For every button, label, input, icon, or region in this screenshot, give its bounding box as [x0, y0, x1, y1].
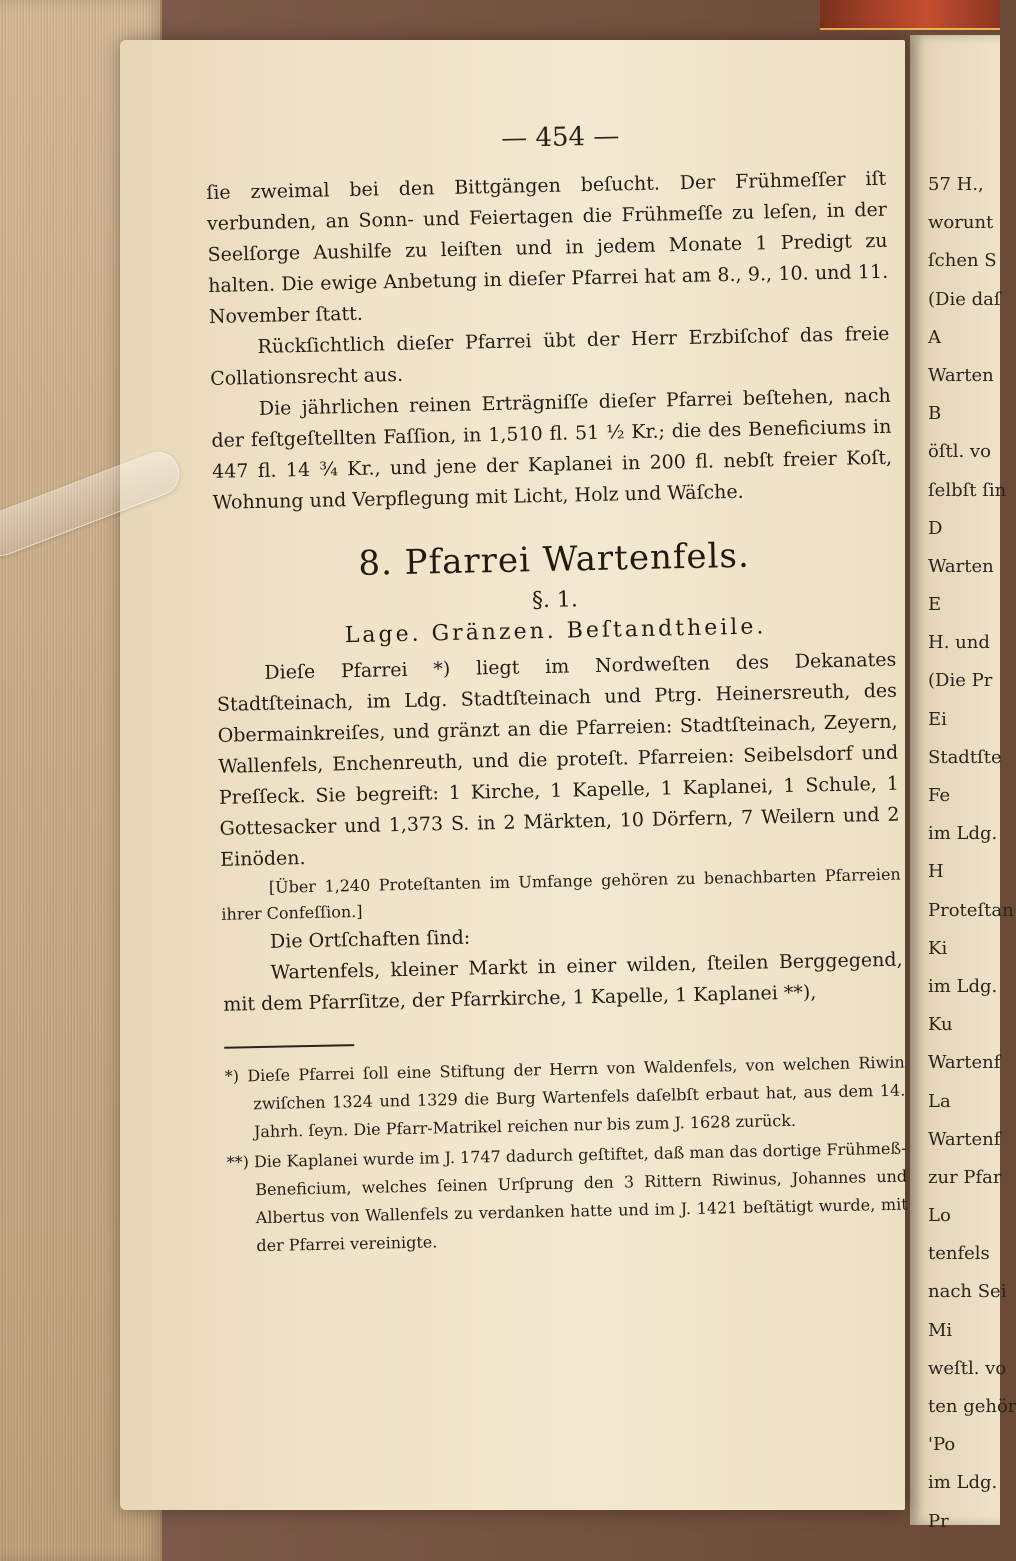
facing-page-line: im Ldg.: [928, 975, 998, 997]
page-number: — 454 —: [500, 121, 620, 154]
facing-page-line: ſelbſt ſin: [928, 479, 1007, 501]
facing-page-line: 57 H.,: [928, 174, 984, 195]
paragraph-3: Die jährlichen reinen Erträgniſſe dieſer Pfarrei beſtehen, nach der feſtgeſtellten Faſſion, in 1,510 fl. 51 ½ Kr.; die des Beneficiums in 447 fl. 14 ¾ Kr., und jene der Kaplanei in 200 fl. nebſt freier Koſt, Wohnung und Verpflegung mit Licht, Holz und Wäſche.: [211, 384, 893, 514]
footnote-divider: [224, 1044, 354, 1049]
ortschaften-intro: Die Ortſchaften ſind:: [269, 926, 471, 953]
footnote-1: *) Dieſe Pfarrei ſoll eine Stiftung der Herrn von Waldenfels, von welchen Riwin zwiſchen 1324 und 1329 die Burg Wartenfels daſelbſt erbaut hat, aus dem 14. Jahrh. ſeyn. Die Pfarr-Matrikel reichen nur bis zum J. 1628 zurück.: [224, 1052, 906, 1142]
facing-page-line: zur Pfar: [928, 1166, 1002, 1188]
facing-page-line: B: [928, 403, 942, 425]
ortschaften-text: Wartenfels, kleiner Markt in einer wilden, ſteilen Berggegend, mit dem Pfarrſitze, der Pfarrkirche, 1 Kapelle, 1 Kaplanei **),: [223, 948, 903, 1016]
facing-page-line: Wartenf: [928, 1128, 1001, 1150]
paragraph-1: ſie zweimal bei den Bittgängen beſucht. Der Frühmeſſer iſt verbunden, an Sonn- und Feiertagen die Frühmeſſe zu leſen, in der Seelſorge Aushilfe zu leiſten und in jedem Monate 1 Predigt zu halten. Die ewige Anbetung in dieſer Pfarrei hat am 8., 9., 10. und 11. November ſtatt.: [206, 167, 889, 328]
facing-page-line: Lo: [928, 1205, 951, 1227]
facing-page-line: (Die Pr: [928, 670, 993, 692]
facing-page-line: weſtl. vo: [928, 1357, 1007, 1379]
facing-page-line: im Ldg.: [928, 1472, 998, 1494]
section-number: §. 1.: [531, 587, 579, 614]
facing-page-line: tenfels: [928, 1243, 990, 1265]
facing-page-line: ſchen S: [928, 250, 997, 272]
page-text: [205, 116, 909, 1263]
facing-page-line: 'Po: [928, 1434, 956, 1456]
paragraph-2: Rückſichtlich dieſer Pfarrei übt der Herr Erzbiſchof das freie Collationsrecht aus.: [209, 322, 890, 390]
facing-page-line: im Ldg.: [928, 823, 998, 845]
facing-page-line: Mi: [928, 1319, 953, 1341]
facing-page-line: E: [928, 594, 942, 616]
facing-page-line: Proteſtan: [928, 899, 1014, 921]
facing-page-line: Pr: [928, 1510, 949, 1532]
section-heading: Lage. Gränzen. Beſtandtheile.: [344, 614, 767, 649]
footnote-2: **) Die Kaplanei wurde im J. 1747 dadurch geſtiftet, daß man das dortige Frühmeß-Beneficium, welches ſeinen Urſprung den 3 Rittern Riwinus, Johannes und Albertus von Wallenfels zu verdanken hatte und im J. 1421 beſtätigt wurde, mit der Pfarrei vereinigte.: [226, 1138, 908, 1256]
facing-page-line: Wartenf: [928, 1052, 1001, 1074]
facing-page-line: nach Sei: [928, 1281, 1007, 1303]
facing-page-line: Warten: [928, 364, 994, 386]
facing-page-text: [928, 170, 1016, 1545]
facing-page-line: D: [928, 517, 943, 539]
facing-page-line: H: [928, 861, 944, 883]
section-note: [Über 1,240 Proteſtanten im Umfange gehören zu benachbarten Pfarreien ihrer Confeſſion.]: [221, 864, 901, 924]
facing-page-line: worunt: [928, 212, 994, 234]
facing-page-line: (Die daſ: [928, 288, 1001, 310]
book-spine-top: [820, 0, 1000, 30]
facing-page-line: öſtl. vo: [928, 441, 991, 463]
section-paragraph: Dieſe Pfarrei *) liegt im Nordweſten des Dekanates Stadtſteinach, im Ldg. Stadtſteinach und Ptrg. Heinersreuth, des Obermainkreiſes, und gränzt an die Pfarreien: Stadtſteinach, Zeyern, Wallenfels, Enchenreuth, und die proteſt. Pfarreien: Seibelsdorf und Preſſeck. Sie begreift: 1 Kirche, 1 Kapelle, 1 Kaplanei, 1 Schule, 1 Gottesacker und 1,373 S. in 2 Märkten, 10 Dörfern, 7 Weilern und 2 Einöden.: [216, 648, 900, 871]
facing-page-line: A: [928, 326, 941, 348]
facing-page-line: La: [928, 1090, 951, 1112]
facing-page-line: Ei: [928, 708, 947, 730]
facing-page-line: Ki: [928, 937, 948, 959]
facing-page-line: Warten: [928, 555, 994, 577]
section-title: 8. Pfarrei Wartenfels.: [358, 535, 751, 584]
facing-page-line: Ku: [928, 1014, 953, 1036]
facing-page-line: ten gehör: [928, 1396, 1016, 1417]
facing-page-line: H. und: [928, 632, 990, 654]
facing-page-line: Stadtſte: [928, 746, 1002, 768]
facing-page-line: Fe: [928, 785, 951, 806]
